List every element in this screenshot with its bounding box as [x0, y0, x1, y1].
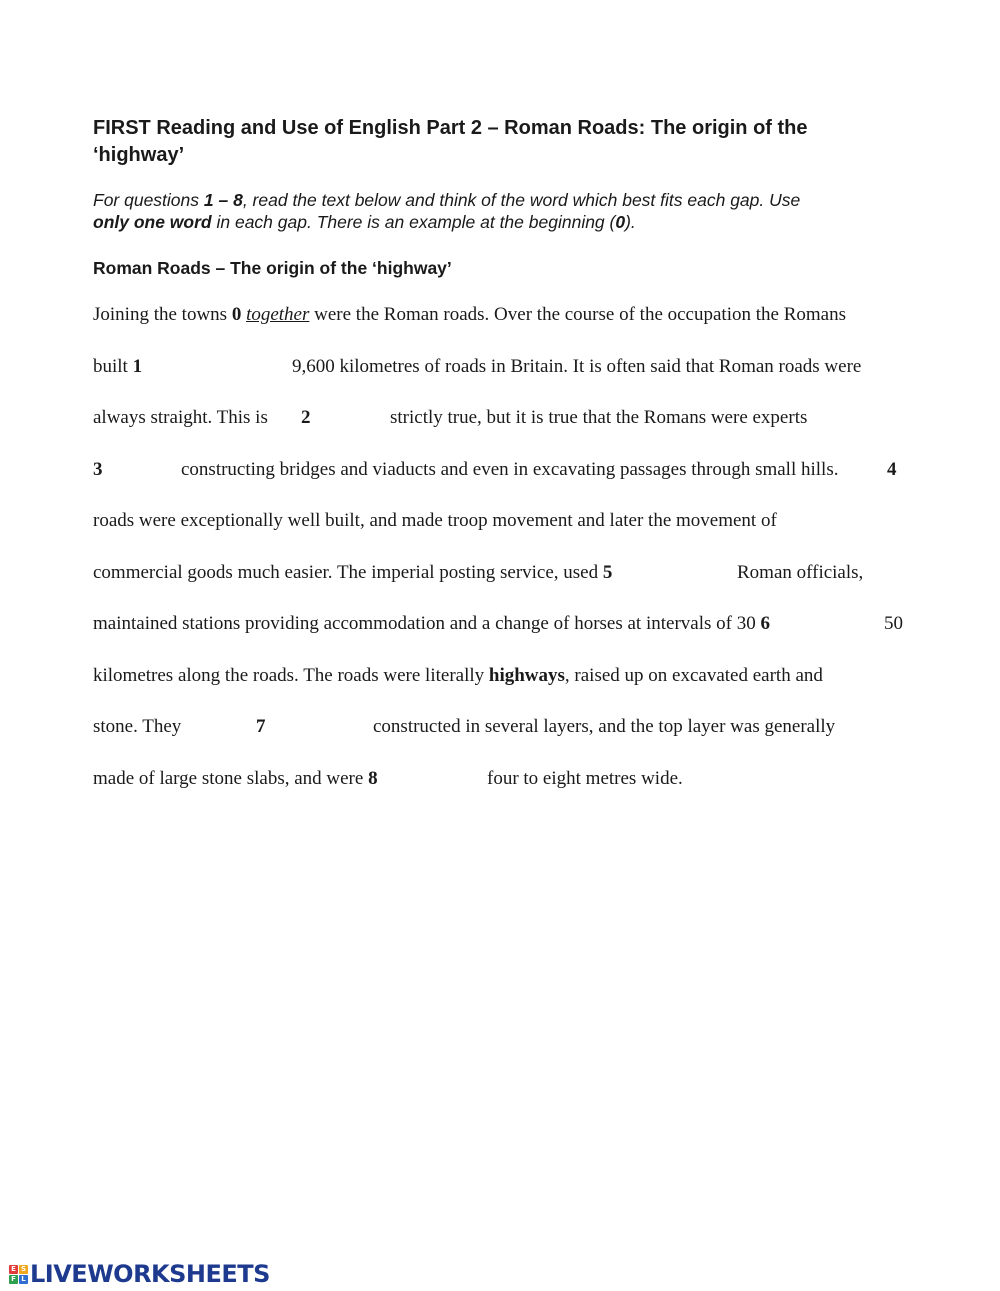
gap-number-5: 5 [602, 562, 613, 583]
logo-icon-cell: E [9, 1265, 18, 1274]
gap-number-8: 8 [368, 768, 378, 789]
question-range: 1 – 8 [203, 190, 243, 210]
passage-line-1 [93, 303, 846, 327]
example-answer: together [246, 304, 310, 325]
instructions-text-1: For questions [93, 190, 204, 210]
passage-text [93, 355, 142, 379]
passage-text [93, 612, 770, 636]
worksheet-title [93, 115, 913, 169]
logo-text: LIVEWORKSHEETS [30, 1260, 270, 1288]
logo-icon [9, 1265, 28, 1284]
instructions-text-3: in each gap. There is an example at the beginning ( [211, 212, 616, 232]
gap-number-1: 1 [132, 356, 143, 377]
gap-number-4: 4 [887, 459, 897, 480]
passage-line-8 [93, 664, 823, 688]
passage-text-segment: commercial goods much easier. The imperial posting service, used [93, 562, 603, 583]
example-number: 0 [615, 212, 626, 232]
title-line-2: ‘highway’ [93, 144, 185, 166]
gap-number-2: 2 [301, 407, 311, 428]
passage-text: Roman officials, [737, 562, 864, 583]
passage-text: constructing bridges and viaducts and even in excavating passages through small hills. [181, 459, 839, 480]
passage-text-segment: maintained stations providing accommodation and a change of horses at intervals of 30 [93, 613, 761, 634]
gap-number-3: 3 [93, 459, 103, 480]
passage-text-segment: built [93, 356, 133, 377]
logo-icon-cell: S [20, 1264, 27, 1273]
highways-emphasis: highways [488, 665, 565, 686]
instructions [93, 189, 923, 233]
passage-text: strictly true, but it is true that the Romans were experts [390, 407, 808, 428]
logo-icon-cell: F [9, 1275, 18, 1284]
passage-text: 50 [884, 613, 903, 634]
passage-line-5: roads were exceptionally well built, and made troop movement and later the movement of [93, 510, 777, 531]
passage-text [93, 561, 612, 585]
one-word-emphasis: only one word [93, 212, 212, 232]
passage-text: constructed in several layers, and the top layer was generally [373, 716, 836, 737]
passage-heading: Roman Roads – The origin of the ‘highway’ [93, 258, 452, 278]
passage-text-segment: made of large stone slabs, and were [93, 768, 369, 789]
passage-text: four to eight metres wide. [487, 768, 683, 789]
passage-text: stone. They [93, 716, 182, 737]
logo-icon-cell: L [19, 1275, 28, 1284]
passage-text: always straight. This is [93, 407, 268, 428]
instructions-text-2: , read the text below and think of the word which best fits each gap. Use [242, 190, 801, 210]
instructions-text-4: ). [625, 212, 636, 232]
passage-text [93, 767, 378, 791]
title-line-1: FIRST Reading and Use of English Part 2 – Roman Roads: The origin of the [93, 117, 808, 139]
passage-text: were the Roman roads. Over the course of the occupation the Romans [309, 304, 846, 325]
gap-number-7: 7 [256, 716, 266, 737]
passage-text: 9,600 kilometres of roads in Britain. It is often said that Roman roads were [292, 356, 862, 377]
liveworksheets-logo[interactable] [9, 1258, 270, 1290]
passage-text: Joining the towns [93, 304, 232, 325]
passage-text: kilometres along the roads. The roads were literally [93, 665, 489, 686]
gap-number-6: 6 [760, 613, 770, 634]
passage-text: , raised up on excavated earth and [564, 665, 823, 686]
gap-number-0: 0 [231, 304, 242, 325]
